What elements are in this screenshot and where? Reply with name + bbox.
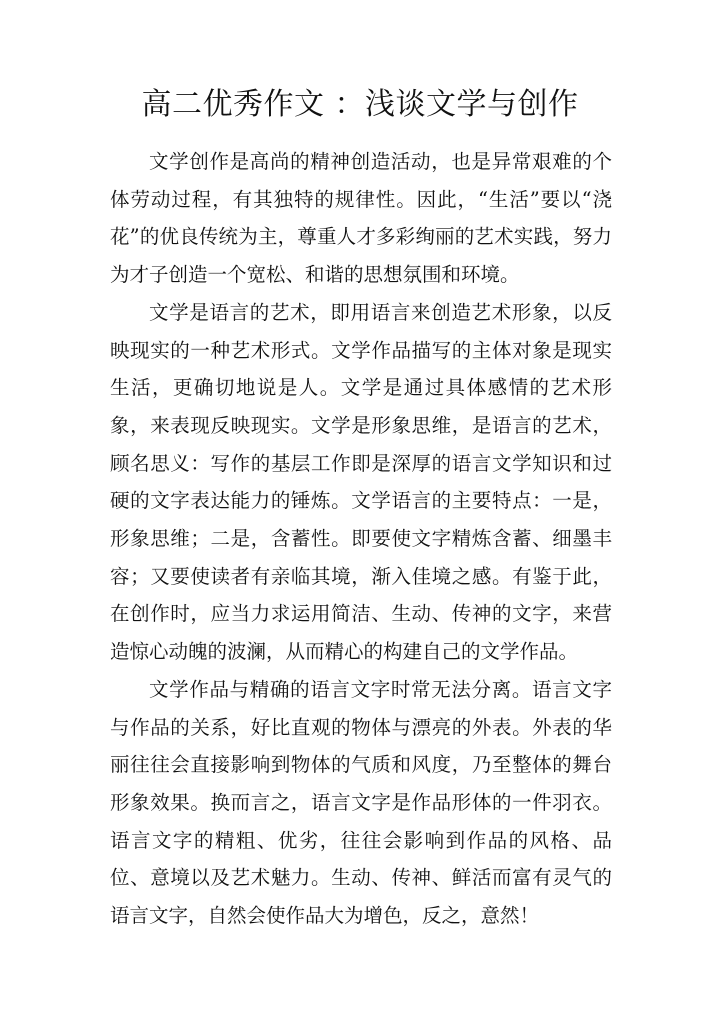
paragraph-2: 文学是语言的艺术，即用语言来创造艺术形象，以反映现实的一种艺术形式。文学作品描写的主体对象是现实生活，更确切地说是人。文学是通过具体感情的艺术形象，来表现反映现实。文学是形象思维，是语言的艺术，顾名思义：写作的基层工作即是深厚的语言文学知识和过硬的文字表达能力的锤炼。文学语言的主要特点：一是，形象思维；二是，含蓄性。即要使文字精炼含蓄、细墨丰容；又要使读者有亲临其境，渐入佳境之感。有鉴于此，在创作时，应当力求运用简洁、生动、传神的文字，来营造惊心动魄的波澜，从而精心的构建自己的文学作品。 bbox=[110, 300, 612, 664]
document-body bbox=[110, 143, 612, 935]
paragraph-3: 文学作品与精确的语言文字时常无法分离。语言文字与作品的关系，好比直观的物体与漂亮的外表。外表的华丽往往会直接影响到物体的气质和风度，乃至整体的舞台形象效果。换而言之，语言文字是作品形体的一件羽衣。语言文字的精粗、优劣，往往会影响到作品的风格、品位、意境以及艺术魅力。生动、传神、鲜活而富有灵气的语言文字，自然会使作品大为增色，反之，意然！ bbox=[110, 677, 612, 928]
document-title: 高二优秀作文 ：浅谈文学与创作 bbox=[141, 87, 579, 122]
paragraph-1: 文学创作是高尚的精神创造活动，也是异常艰难的个体劳动过程，有其独特的规律性。因此，“生活”要以“浇花”的优良传统为主，尊重人才多彩绚丽的艺术实践，努力为才子创造一个宽松、和谐的思想氛围和环境。 bbox=[110, 150, 612, 287]
